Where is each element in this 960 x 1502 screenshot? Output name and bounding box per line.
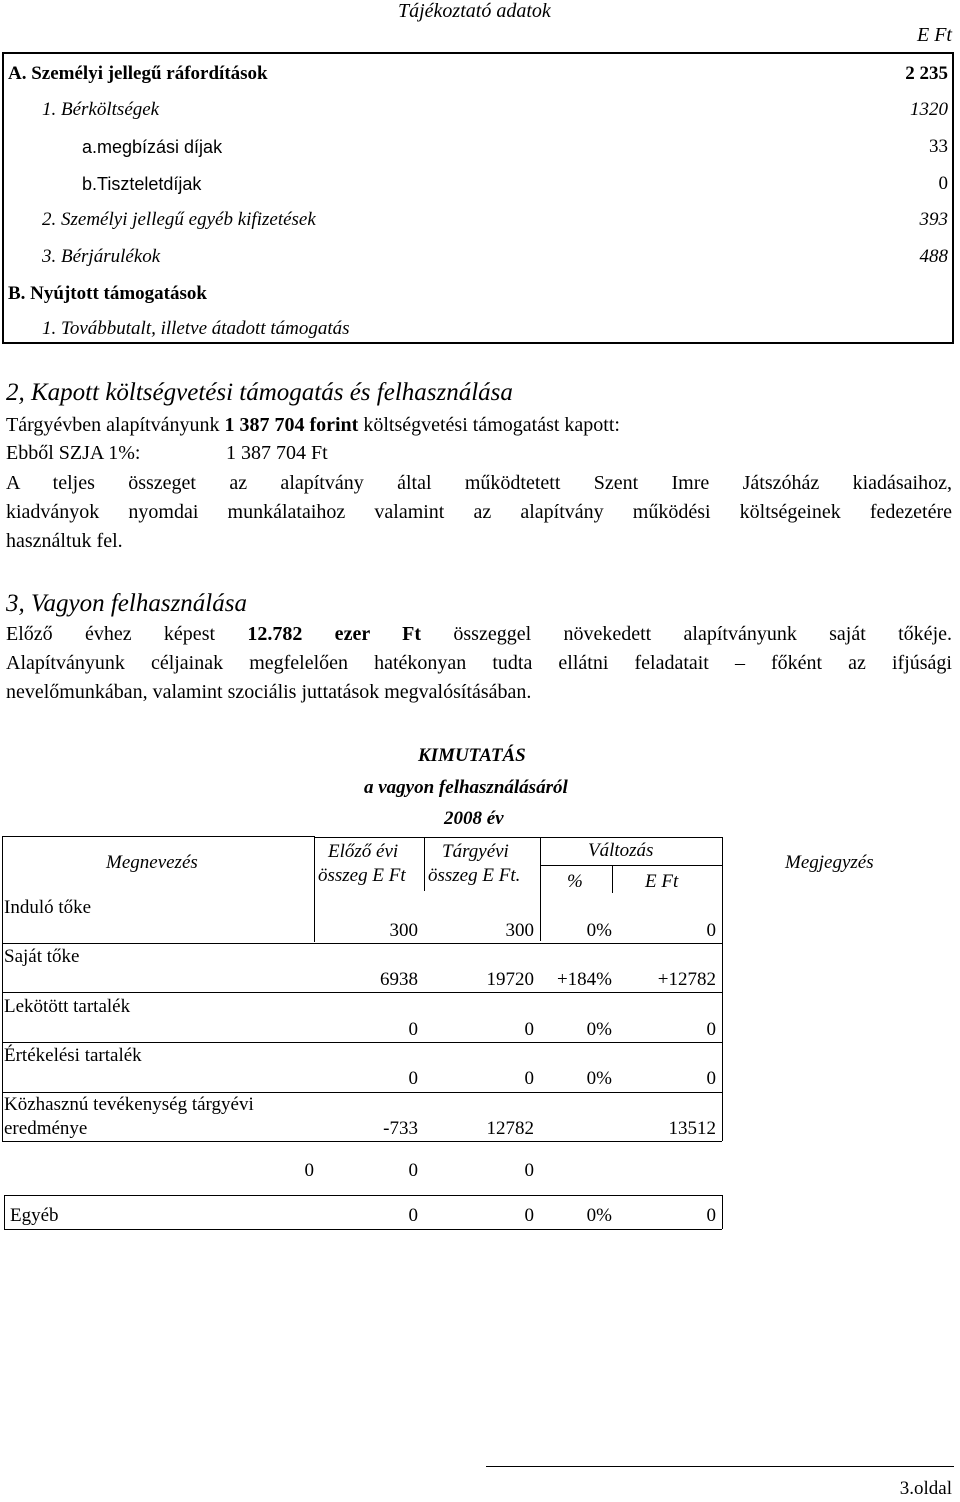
table-border [2, 1141, 722, 1142]
row-prev: 0 [408, 1019, 418, 1040]
row-name: Saját tőke [4, 946, 80, 967]
row-prev: 0 [408, 1205, 418, 1226]
row-value: 1320 [910, 99, 948, 120]
section3-line2: Alapítványunk céljainak megfelelően hatékonyan tudta ellátni feladatait – főként az ifjúsági [6, 652, 952, 674]
table-border [4, 1195, 5, 1229]
row-curr: 19720 [486, 969, 534, 990]
section2-para-line: használtuk fel. [6, 530, 123, 552]
table-border [4, 1195, 722, 1196]
col-header-prev: összeg E Ft [318, 865, 406, 886]
table-border [2, 836, 314, 837]
row-name: Közhasznú tevékenység tárgyévi [4, 1094, 254, 1115]
table-row [8, 92, 948, 128]
unit-label: E Ft [917, 24, 952, 46]
row-prev: 6938 [380, 969, 418, 990]
row-value: 33 [929, 136, 948, 157]
section2-para-line: kiadványok nyomdai munkálataihoz valamint az alapítvány működési költségeinek fedezetére [6, 501, 952, 523]
row-name: eredménye [4, 1118, 88, 1139]
footer-rule [486, 1466, 954, 1467]
row-label: A. Személyi jellegű ráfordítások [8, 63, 268, 84]
row-prev: 300 [389, 920, 418, 941]
table-border [4, 1229, 722, 1230]
table-border [612, 865, 613, 893]
col-header-prev: Előző évi [328, 841, 399, 862]
text: összeggel növekedett alapítványunk saját tőkéje. [421, 623, 952, 645]
col-header-eft: E Ft [645, 871, 679, 892]
col-header-pct: % [567, 871, 583, 892]
table-border [2, 836, 3, 942]
szja-value: 1 387 704 Ft [226, 442, 328, 464]
row-pct: 0% [586, 920, 612, 941]
row-label: 3. Bérjárulékok [42, 246, 161, 267]
row-curr: 0 [524, 1019, 534, 1040]
page-title: Tájékoztató adatok [398, 0, 551, 22]
row-curr: 0 [524, 1205, 534, 1226]
row-value: 393 [919, 209, 948, 230]
szja-label: Ebből SZJA 1%: [6, 442, 141, 464]
row-prev: 0 [408, 1068, 418, 1089]
text: Előző évhez képest [6, 623, 248, 645]
row-label: 2. Személyi jellegű egyéb kifizetések [42, 209, 316, 230]
row-name: Értékelési tartalék [4, 1045, 142, 1066]
table-border [722, 943, 723, 1141]
stray-value: 0 [408, 1160, 418, 1181]
table-border [314, 836, 315, 942]
row-name: Induló tőke [4, 897, 92, 918]
row-pct: 0% [586, 1068, 612, 1089]
kimutatas-title: KIMUTATÁS [418, 745, 526, 766]
row-eft: 0 [706, 920, 716, 941]
stray-value: 0 [524, 1160, 534, 1181]
text: Tárgyévben alapítványunk [6, 414, 225, 436]
kimutatas-subtitle: a vagyon felhasználásáról [364, 777, 568, 798]
text: költségvetési támogatást kapott: [358, 414, 620, 436]
col-header-change: Változás [588, 840, 654, 861]
row-value: 0 [938, 173, 948, 194]
row-eft: 0 [706, 1019, 716, 1040]
kimutatas-year: 2008 év [444, 808, 504, 829]
amount-bold: 12.782 ezer Ft [247, 623, 422, 645]
row-name: Lekötött tartalék [4, 996, 131, 1017]
col-header-note: Megjegyzés [785, 852, 874, 873]
table-border [722, 837, 723, 943]
table-border [314, 837, 722, 838]
table-border [424, 837, 425, 891]
table-row [8, 276, 948, 312]
row-pct: +184% [556, 969, 612, 990]
col-header-curr: összeg E Ft. [428, 865, 521, 886]
table-row [8, 202, 948, 238]
table-row [8, 239, 948, 275]
page-number: 3.oldal [899, 1478, 952, 1499]
row-label: 1. Továbbutalt, illetve átadott támogatás [42, 318, 350, 339]
col-header-name: Megnevezés [106, 852, 198, 873]
row-value: 488 [919, 246, 948, 267]
table-border [2, 943, 722, 944]
table-row [8, 311, 948, 347]
table-row [8, 166, 948, 202]
row-eft: 13512 [668, 1118, 716, 1139]
section3-heading: 3, Vagyon felhasználása [6, 590, 247, 617]
row-eft: +12782 [657, 969, 716, 990]
table-border [722, 1195, 723, 1229]
table-border [2, 1042, 722, 1043]
row-curr: 300 [505, 920, 534, 941]
row-label: a.megbízási díjak [82, 137, 223, 157]
row-label: b.Tiszteletdíjak [82, 174, 202, 194]
row-name: Egyéb [10, 1205, 59, 1226]
table-border [540, 865, 722, 866]
table-border [2, 992, 722, 993]
row-value: 2 235 [905, 63, 948, 84]
section3-line1 [6, 623, 952, 646]
table-row [8, 56, 948, 92]
row-curr: 0 [524, 1068, 534, 1089]
row-pct: 0% [586, 1205, 612, 1226]
row-curr: 12782 [486, 1118, 534, 1139]
table-border [540, 837, 541, 941]
row-pct: 0% [586, 1019, 612, 1040]
row-prev: -733 [383, 1118, 418, 1139]
amount-bold: 1 387 704 forint [224, 414, 359, 436]
row-label: 1. Bérköltségek [42, 99, 160, 120]
section2-heading: 2, Kapott költségvetési támogatás és felhasználása [6, 379, 513, 406]
row-label: B. Nyújtott támogatások [8, 283, 207, 304]
section2-line1 [6, 414, 620, 437]
table-border [2, 1092, 722, 1093]
expense-table [2, 52, 954, 344]
section2-para-line: A teljes összeget az alapítvány által működtetett Szent Imre Játszóház kiadásaihoz, [6, 472, 952, 494]
row-eft: 0 [706, 1205, 716, 1226]
table-row [8, 129, 948, 165]
section3-line3: nevelőmunkában, valamint szociális juttatások megvalósításában. [6, 681, 532, 703]
col-header-curr: Tárgyévi [442, 841, 509, 862]
stray-value: 0 [304, 1160, 314, 1181]
row-eft: 0 [706, 1068, 716, 1089]
